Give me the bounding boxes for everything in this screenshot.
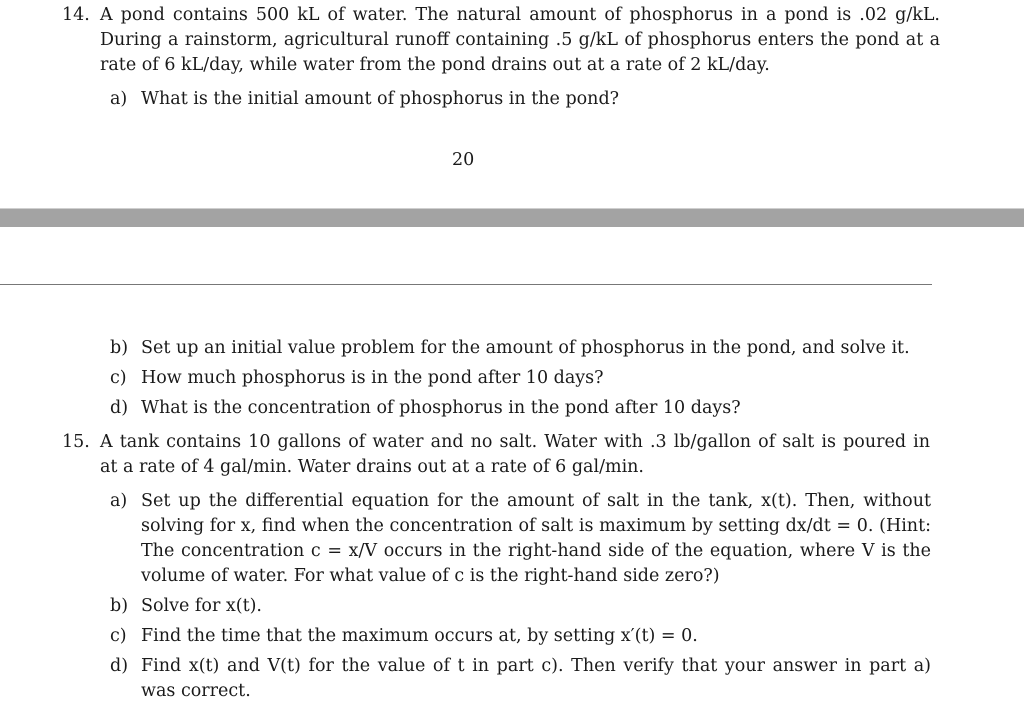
horizontal-rule [0, 284, 932, 285]
part-label: c) [110, 368, 127, 388]
part-text: Set up an initial value problem for the amount of phosphorus in the pond, and solve it. [141, 338, 910, 358]
part-text: Find the time that the maximum occurs at, by setting x′(t) = 0. [141, 626, 698, 646]
part-label: a) [110, 89, 128, 109]
part-label: d) [110, 656, 129, 676]
part-text-line: solving for x, find when the concentration of salt is maximum by setting dx/dt = 0. (Hint: [141, 516, 931, 536]
statement-line: A tank contains 10 gallons of water and no salt. Water with .3 lb/gallon of salt is poured in [100, 432, 930, 452]
problem-statement [100, 430, 930, 480]
part-label: c) [110, 626, 127, 646]
part-text-line: Set up the differential equation for the amount of salt in the tank, x(t). Then, without [141, 491, 931, 511]
statement-line: A pond contains 500 kL of water. The natural amount of phosphorus in a pond is .02 g/kL. [100, 5, 940, 25]
statement-line: During a rainstorm, agricultural runoff containing .5 g/kL of phosphorus enters the pond at a [100, 30, 940, 50]
problem-number: 14. [62, 5, 90, 25]
part-label: d) [110, 398, 129, 418]
part-text: How much phosphorus is in the pond after 10 days? [141, 368, 604, 388]
part-text-line: The concentration c = x/V occurs in the right-hand side of the equation, where V is the [141, 541, 931, 561]
part-text [141, 489, 931, 589]
part-text-line: volume of water. For what value of c is the right-hand side zero?) [141, 566, 720, 586]
part-text [141, 654, 931, 704]
part-label: a) [110, 491, 128, 511]
page-bottom [0, 227, 1024, 707]
part-text-line: was correct. [141, 681, 251, 701]
part-text: What is the concentration of phosphorus in the pond after 10 days? [141, 398, 741, 418]
part-text-line: Find x(t) and V(t) for the value of t in part c). Then verify that your answer in part a) [141, 656, 931, 676]
part-text: What is the initial amount of phosphorus in the pond? [141, 89, 620, 109]
part-label: b) [110, 338, 129, 358]
part-text: Solve for x(t). [141, 596, 262, 616]
part-label: b) [110, 596, 129, 616]
statement-line: at a rate of 4 gal/min. Water drains out at a rate of 6 gal/min. [100, 457, 644, 477]
page-separator [0, 208, 1024, 228]
problem-statement [100, 3, 940, 78]
page-top [0, 0, 1024, 208]
problem-number: 15. [62, 432, 90, 452]
page-number: 20 [452, 150, 475, 170]
statement-line: rate of 6 kL/day, while water from the pond drains out at a rate of 2 kL/day. [100, 55, 770, 75]
